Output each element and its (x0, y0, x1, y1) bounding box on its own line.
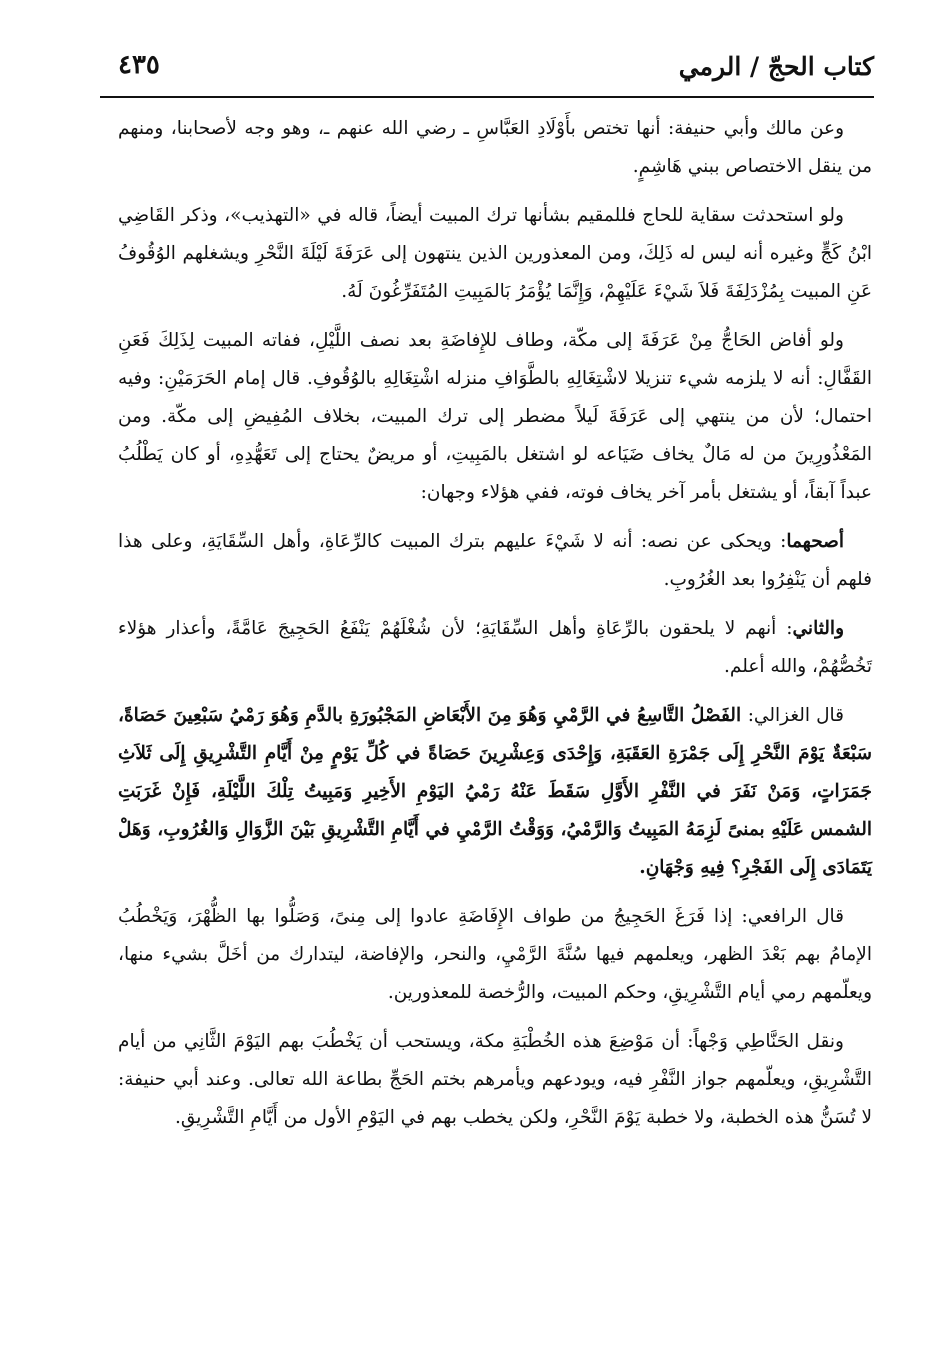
page-number: ٤٣٥ (118, 50, 160, 80)
paragraph-text: ونقل الحَنَّاطِي وَجْهاً: أن مَوْضِعَ هذه الخُطْبَةِ مكة، ويستحب أن يَخْطُبَ بهم اليَوْمَ الثَّانِي من أيام التَّشْرِيقِ، ويعلّمهم جواز النَّفْرِ فيه، ويودعهم ويأمرهم بختم الحَجِّ بطاعة الله تعالى. وعند أبي حنيفة: لا تُسَنُّ هذه الخطبة، ولا خطبة يَوْمَ النَّحْرِ، ولكن يخطب بهم في اليَوْمِ الأول من أَيَّامِ التَّشْرِيقِ. (118, 1031, 872, 1128)
page-body (118, 110, 872, 1148)
header-divider (100, 96, 874, 98)
paragraph-text: قال الرافعي: إذا فَرَغَ الحَجِيجُ من طواف الإِفَاضَةِ عادوا إلى مِنىً، وَصَلُّوا بها الظُّهْرَ، وَيَخْطُبُ الإمامُ بهم بَعْدَ الظهر، ويعلمهم فيها سُنَّةَ الرَّمْيِ، والنحر، والإفاضة، ليتدارك من أخَلَّ بشيء منها، ويعلّمهم رمي أيام التَّشْرِيقِ، وحكم المبيت، والرُّخصة للمعذورين. (118, 906, 872, 1003)
matn-paragraph (118, 697, 872, 887)
paragraph-text: وعن مالك وأبي حنيفة: أنها تختص بأَوْلَادِ العَبَّاسِ ـ رضي الله عنهم ـ، وهو وجه لأصحابنا، ومنهم من ينقل الاختصاص ببني هَاشِمٍ. (118, 118, 872, 177)
paragraph (118, 898, 872, 1012)
paragraph (118, 110, 872, 186)
paragraph (118, 197, 872, 311)
paragraph-lead: والثاني (792, 618, 844, 639)
paragraph (118, 523, 872, 599)
paragraph-text: ولو استحدثت سقاية للحاج فللمقيم بشأنها ترك المبيت أيضاً، قاله في «التهذيب»، وذكر القَاضِي ابْنُ كَجٍّ وغيره أنه ليس له ذَلِكَ، ومن المعذورين الذين ينتهون إلى عَرَفَةَ لَيْلَةَ النَّحْرِ ويشغلهم الوُقُوفُ عَنِ المبيت بِمُزْدَلِفَةَ فَلاَ شَيْءَ عَلَيْهِمْ، وَإِنَّمَا يُؤْمَرُ بَالمَبِيتِ المُتَفَرِّغُونَ لَهُ. (118, 205, 872, 302)
paragraph-text: الفَصْلُ التَّاسِعُ في الرَّمْيِ وَهُوَ مِنَ الأَبْعَاضِ المَجْبُورَةِ بالدَّمِ وَهُوَ رَمْيُ سَبْعِينَ حَصَاةً، سَبْعَةٌ يَوْمَ النَّحْرِ إِلَى جَمْرَةِ العَقَبَةِ، وَإِحْدَى وَعِشْرِينَ حَصَاةً في كُلِّ يَوْمٍ مِنْ أَيَّامِ التَّشْرِيقِ إِلَى ثَلاَثِ جَمَرَاتٍ، وَمَنْ نَفَرَ في النَّفْرِ الأَوَّلِ سَقَطَ عَنْهُ رَمْيُ اليَوْمِ الأَخِيرِ وَمَبِيتُ تِلْكَ اللَّيْلَةِ، فَإِنْ غَرَبَتِ الشمس عَلَيْهِ بمنىً لَزِمَهُ المَبِيتُ وَالرَّمْيُ، وَوَقْتُ الرَّمْيِ في أَيَّامِ التَّشْرِيقِ بَيْنَ الزَّوَالِ وَالغُرُوبِ، وَهَلْ يَتَمَادَى إِلَى الفَجْرِ؟ فِيهِ وَجْهَانِ. (118, 705, 872, 878)
paragraph-text: : أنهم لا يلحقون بالرِّعَاةِ وأهل السِّقَايَةِ؛ لأن شُغْلَهُمْ يَنْفَعُ الحَجِيجَ عَامَّةً، وأعذار هؤلاء تَخُصُّهُمْ، والله أعلم. (118, 618, 872, 677)
page-header (100, 44, 874, 96)
paragraph-text: ولو أفاض الحَاجُّ مِنْ عَرَفَةَ إلى مكّة، وطاف للإِفاضَةِ بعد نصف اللَّيْلِ، ففاته المبيت لِذَلِكَ فَعَنِ القَفَّالِ: أنه لا يلزمه شيء تنزيلا لاشْتِغَالِهِ بالطَّوَافِ منزله اشْتِغَالِهِ بالوُقُوفِ. قال إمام الحَرَمَيْنِ: وفيه احتمال؛ لأن من ينتهي إلى عَرَفَةَ لَيلاً مضطر إلى ترك المبيت، بخلاف المُفِيضِ إلى مكّة. ومن المَعْذُورِينَ من له مَالٌ يخاف ضَيَاعه لو اشتغل بالمَبِيتِ، أو مريضٌ يحتاج إلى تَعَهُّدِهِ، أو كان يَطْلُبُ عبداً آبقاً، أو يشتغل بأمر آخر يخاف فوته، ففي هؤلاء وجهان: (118, 330, 872, 503)
paragraph (118, 610, 872, 686)
paragraph (118, 322, 872, 512)
paragraph-text: : ويحكى عن نصه: أنه لا شَيْءَ عليهم بترك المبيت كالرِّعَاةِ، وأهل السِّقَايَةِ، وعلى هذا فلهم أن يَنْفِرُوا بعد الغُرُوبِ. (118, 531, 872, 590)
paragraph-lead: أصحهما (786, 531, 844, 552)
running-title: كتاب الحجّ / الرمي (678, 52, 874, 81)
paragraph-lead: قال الغزالي: (747, 705, 845, 726)
paragraph (118, 1023, 872, 1137)
